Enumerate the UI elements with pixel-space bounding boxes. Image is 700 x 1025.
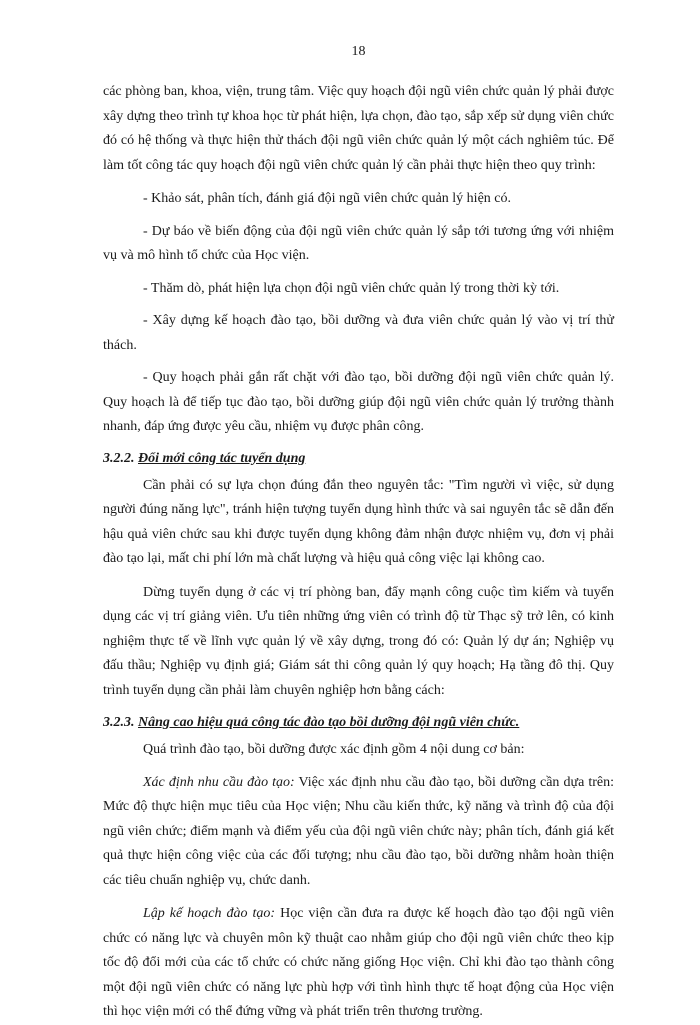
paragraph-lead-label: Xác định nhu cầu đào tạo: [143,774,295,790]
list-item-step-3: - Thăm dò, phát hiện lựa chọn đội ngũ viên chức quản lý trong thời kỳ tới. [143,280,560,296]
paragraph-lead-label: Lập kế hoạch đào tạo: [143,906,276,921]
paragraph-body: Học viện cần đưa ra được kế hoạch đào tạo đội ngũ viên chức có năng lực và chuyên môn kỹ thuật cao nhằm giúp cho đội ngũ viên chức theo kịp tốc độ đổi mới của các tổ chức có chức năng giống Học viện. Chỉ khi đào tạo thành công một đội ngũ viên chức có năng lực phù hợp với tình hình thực tế hoạt động của Học viện thì học viện mới có thể đứng vững và phát triển trên thương trường. [103,906,614,1019]
list-item-step-4: - Xây dựng kế hoạch đào tạo, bồi dưỡng và đưa viên chức quản lý vào vị trí thử thách. [103,313,614,353]
section-title: Đổi mới công tác tuyển dụng [138,450,306,466]
section-heading-3-2-3 [103,712,614,734]
section-title: Nâng cao hiệu quả công tác đào tạo bồi dưỡng đội ngũ viên chức. [138,715,520,730]
section-number: 3.2.2. [103,450,135,466]
paragraph-training-needs [103,771,614,894]
paragraph-recruitment-priorities: Dừng tuyển dụng ở các vị trí phòng ban, đẩy mạnh công cuộc tìm kiếm và tuyển dụng các vị trí giảng viên. Ưu tiên những ứng viên có trình độ từ Thạc sỹ trở lên, có kinh nghiệm thực tế về lĩnh vực quản lý về xây dựng, trong đó có: Quản lý dự án; Nghiệp vụ đấu thầu; Nghiệp vụ định giá; Giám sát thi công quản lý quy hoạch; Hạ tầng đô thị. Quy trình tuyển dụng cần phải làm chuyên nghiệp hơn bằng cách: [103,584,614,698]
paragraph-training-intro: Quá trình đào tạo, bồi dưỡng được xác định gồm 4 nội dung cơ bản: [143,742,525,757]
paragraph-intro: các phòng ban, khoa, viện, trung tâm. Việc quy hoạch đội ngũ viên chức quản lý phải được xây dựng theo trình tự khoa học từ phát hiện, lựa chọn, đào tạo, sắp xếp sử dụng viên chức đó có hệ thống và thực hiện thử thách đội ngũ viên chức quản lý một cách nghiêm túc. Để làm tốt công tác quy hoạch đội ngũ viên chức quản lý cần phải thực hiện theo quy trình: [103,84,614,173]
list-item-step-1: - Khảo sát, phân tích, đánh giá đội ngũ viên chức quản lý hiện có. [143,191,511,206]
list-item-step-2: - Dự báo về biến động của đội ngũ viên chức quản lý sắp tới tương ứng với nhiệm vụ và mô hình tổ chức của Học viện. [103,223,614,263]
section-number: 3.2.3. [103,715,135,730]
paragraph-training-plan [103,902,614,1025]
list-item-step-5: - Quy hoạch phải gắn rất chặt với đào tạo, bồi dưỡng đội ngũ viên chức quản lý. Quy hoạch là để tiếp tục đào tạo, bồi dưỡng giúp đội ngũ viên chức quản lý trưởng thành nhanh, đáp ứng được yêu cầu, nhiệm vụ được phân công. [103,370,614,434]
paragraph-recruitment-principle: Cần phải có sự lựa chọn đúng đắn theo nguyên tắc: "Tìm người vì việc, sử dụng người đúng năng lực", tránh hiện tượng tuyển dụng hình thức và sai nguyên tắc sẽ dẫn đến hậu quả viên chức sau khi được tuyển dụng không đảm nhận được nhiệm vụ, đơn vị phải đào tạo lại, mất chi phí lớn mà chất lượng và hiệu quả công việc lại không cao. [103,477,614,566]
section-heading-3-2-2 [103,448,614,470]
paragraph-body: Việc xác định nhu cầu đào tạo, bồi dưỡng cần dựa trên: Mức độ thực hiện mục tiêu của Học viện; Nhu cầu kiến thức, kỹ năng và trình độ của đội ngũ viên chức; điểm mạnh và điểm yếu của đội ngũ viên chức này; phân tích, đánh giá kết quả thực hiện công việc của các đối tượng; nhu cầu đào tạo, bồi dưỡng nhằm hoàn thiện các tiêu chuẩn nghiệp vụ, chức danh. [103,774,614,888]
page-number: 18 [351,44,366,59]
